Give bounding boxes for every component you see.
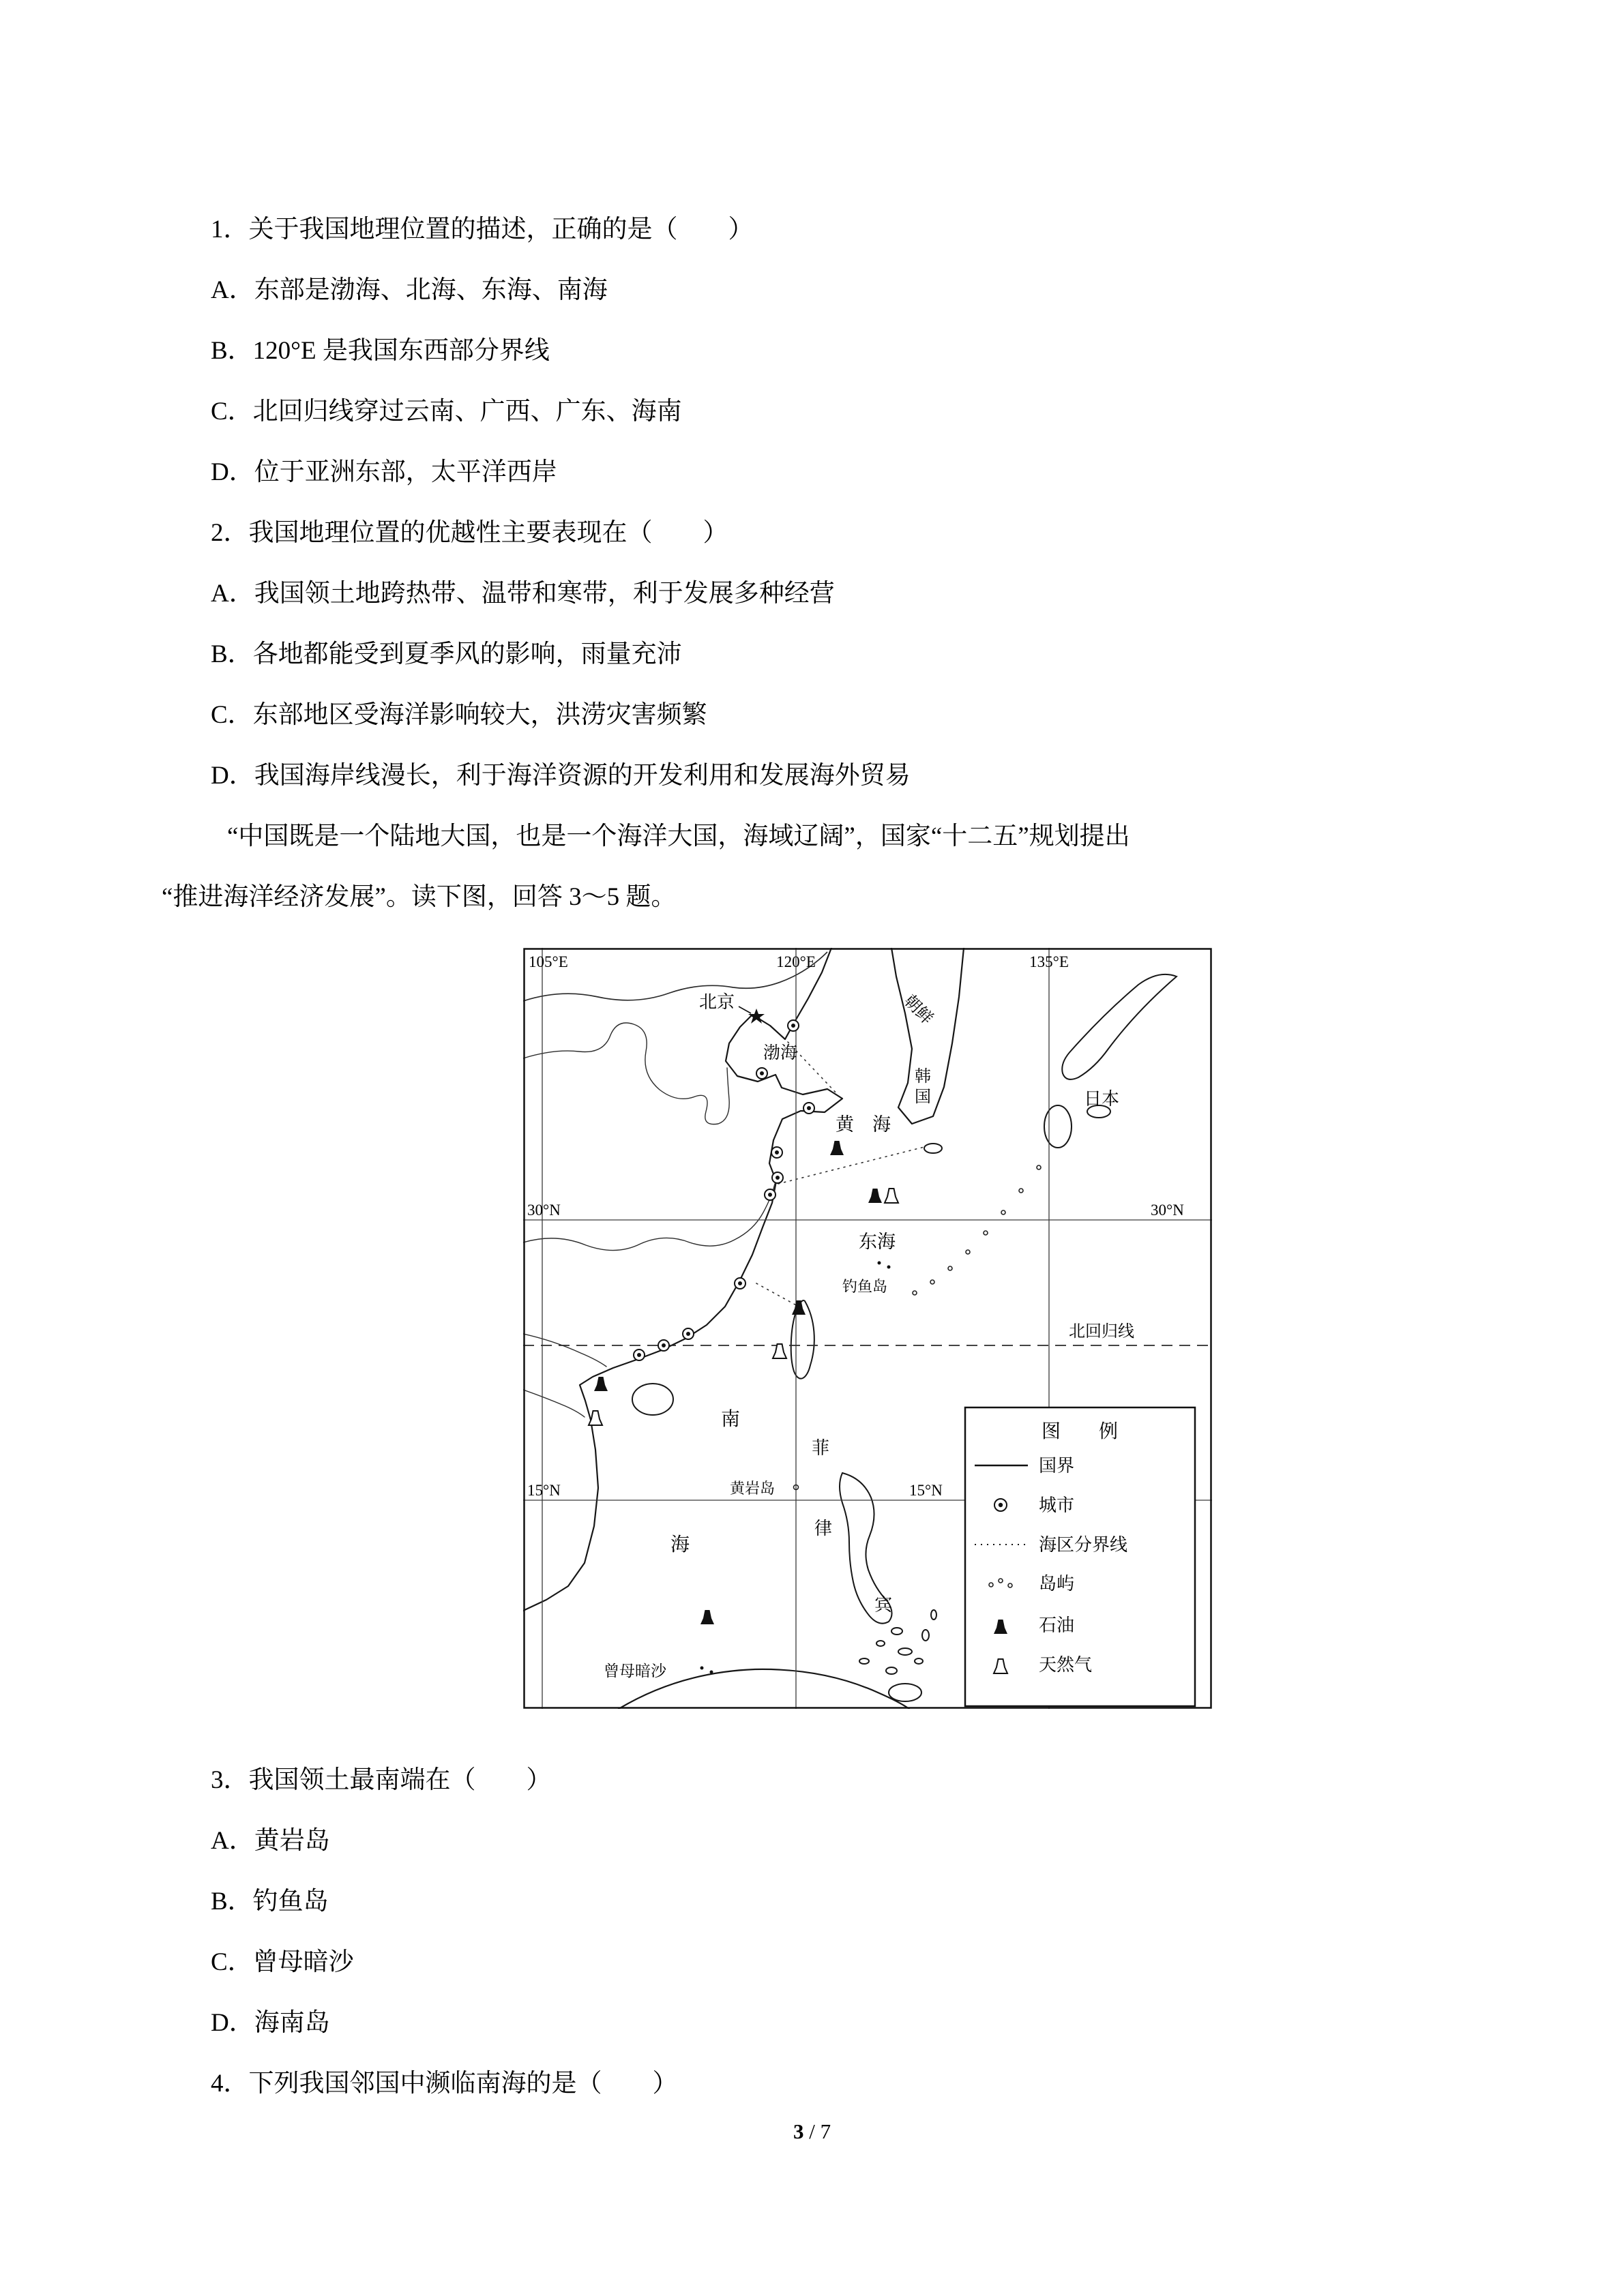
city-icon: [994, 1499, 1007, 1511]
red-river: [523, 1390, 585, 1417]
gas-icon: [885, 1189, 898, 1203]
legend-label-islands: 岛屿: [1039, 1574, 1075, 1594]
diaoyu-islands-label: 钓鱼岛: [842, 1278, 888, 1295]
question-1-option-c: C．北回归线穿过云南、广西、广东、海南: [211, 398, 682, 426]
lon-105e-label: 105°E: [529, 953, 568, 970]
south-korea-label-char-2: 国: [915, 1088, 931, 1106]
passage-line-2: “推进海洋经济发展”。读下图，回答 3～5 题。: [162, 883, 677, 911]
question-1-stem: 1．关于我国地理位置的描述，正确的是（ ）: [211, 215, 754, 243]
legend-label-city: 城市: [1039, 1495, 1075, 1515]
question-3-option-d: D．海南岛: [211, 2009, 330, 2037]
bohai-sea-label: 渤海: [763, 1044, 798, 1062]
japan-label: 日本: [1083, 1089, 1120, 1109]
south-china-sea-label-char-1: 南: [721, 1409, 741, 1430]
lat-15n-right-label: 15°N: [909, 1482, 943, 1499]
legend-title: 图 例: [1041, 1421, 1119, 1442]
oil-icon: [594, 1377, 608, 1391]
pearl-river: [523, 1334, 606, 1367]
ryukyu-islands: [913, 1165, 1041, 1295]
map-figure: [523, 948, 1213, 1709]
question-3-option-c: C．曾母暗沙: [211, 1948, 354, 1976]
lat-30n-left-label: 30°N: [527, 1202, 561, 1219]
question-2-option-c: C．东部地区受海洋影响较大，洪涝灾害频繁: [211, 701, 707, 729]
diaoyu-island-dots: [878, 1262, 891, 1269]
philippines-label-char-1: 菲: [811, 1438, 830, 1458]
question-2-option-b: B．各地都能受到夏季风的影响，雨量充沛: [211, 640, 682, 668]
question-1-option-a: A．东部是渤海、北海、东海、南海: [211, 276, 608, 304]
legend-label-oil: 石油: [1039, 1615, 1075, 1635]
city-markers: [634, 1020, 814, 1360]
philippines-label-char-3: 宾: [874, 1595, 893, 1615]
question-3-option-b: B．钓鱼岛: [211, 1888, 329, 1915]
south-china-sea-label-char-2: 海: [670, 1534, 690, 1555]
oil-icon: [700, 1610, 714, 1624]
yangtze-river: [523, 1184, 775, 1251]
hainan-island: [632, 1384, 673, 1415]
legend-label-gas: 天然气: [1039, 1655, 1093, 1675]
china-seas-map: [523, 948, 1212, 1709]
east-south-sea-divider: [756, 1283, 799, 1307]
question-2-stem: 2．我国地理位置的优越性主要表现在（ ）: [211, 519, 728, 547]
jeju-island: [924, 1144, 942, 1153]
legend-label-country-border: 国界: [1039, 1456, 1075, 1476]
question-4-stem: 4．下列我国邻国中濒临南海的是（ ）: [211, 2070, 678, 2098]
oil-symbols: [594, 1141, 882, 1624]
yellow-east-sea-divider: [778, 1147, 924, 1184]
page-number-total: 7: [820, 2119, 831, 2143]
beijing-label: 北京: [699, 992, 735, 1012]
lat-30n-right-label: 30°N: [1151, 1202, 1184, 1219]
yellow-river: [523, 1023, 729, 1124]
gas-symbols: [589, 1189, 898, 1425]
philippines-label-char-2: 律: [814, 1519, 833, 1538]
page-number-separator: /: [803, 2119, 821, 2143]
passage-line-1: “中国既是一个陆地大国，也是一个海洋大国，海域辽阔”，国家“十二五”规划提出: [227, 822, 1130, 850]
zengmu-ansha-dots: [700, 1667, 713, 1674]
zengmu-ansha-label: 曾母暗沙: [604, 1663, 666, 1680]
map-legend: [965, 1407, 1195, 1706]
huangyan-island-label: 黄岩岛: [730, 1480, 776, 1497]
beijing-pointer-line: [739, 1007, 751, 1013]
question-3-stem: 3．我国领土最南端在（ ）: [211, 1766, 552, 1794]
page-number-current: 3: [793, 2119, 804, 2143]
lon-120e-label: 120°E: [776, 953, 816, 970]
legend-label-sea-divider: 海区分界线: [1039, 1535, 1128, 1555]
question-2-option-a: A．我国领土地跨热带、温带和寒带，利于发展多种经营: [211, 580, 835, 608]
oil-icon: [868, 1189, 882, 1203]
yellow-sea-label: 黄 海: [836, 1114, 891, 1135]
question-1-option-b: B．120°E 是我国东西部分界线: [211, 337, 550, 365]
page-footer: [0, 2111, 1624, 2152]
question-3-option-a: A．黄岩岛: [211, 1827, 330, 1855]
south-korea-label-char-1: 韩: [915, 1068, 931, 1086]
question-2-option-d: D．我国海岸线漫长，利于海洋资源的开发利用和发展海外贸易: [211, 762, 911, 790]
japan-kyushu-island: [1044, 1105, 1072, 1148]
worksheet-body: [162, 199, 1460, 2114]
east-china-sea-label: 东海: [859, 1232, 896, 1252]
lon-135e-label: 135°E: [1029, 953, 1069, 970]
oil-icon: [830, 1141, 844, 1155]
philippine-islets: [859, 1610, 936, 1701]
question-1-option-d: D．位于亚洲东部，太平洋西岸: [211, 458, 557, 486]
tropic-of-cancer-label: 北回归线: [1069, 1323, 1134, 1341]
gas-icon: [773, 1344, 786, 1358]
north-korea-label: 朝鲜: [900, 992, 936, 1028]
japan-honshu-island: [1062, 974, 1177, 1079]
lat-15n-left-label: 15°N: [527, 1482, 561, 1499]
